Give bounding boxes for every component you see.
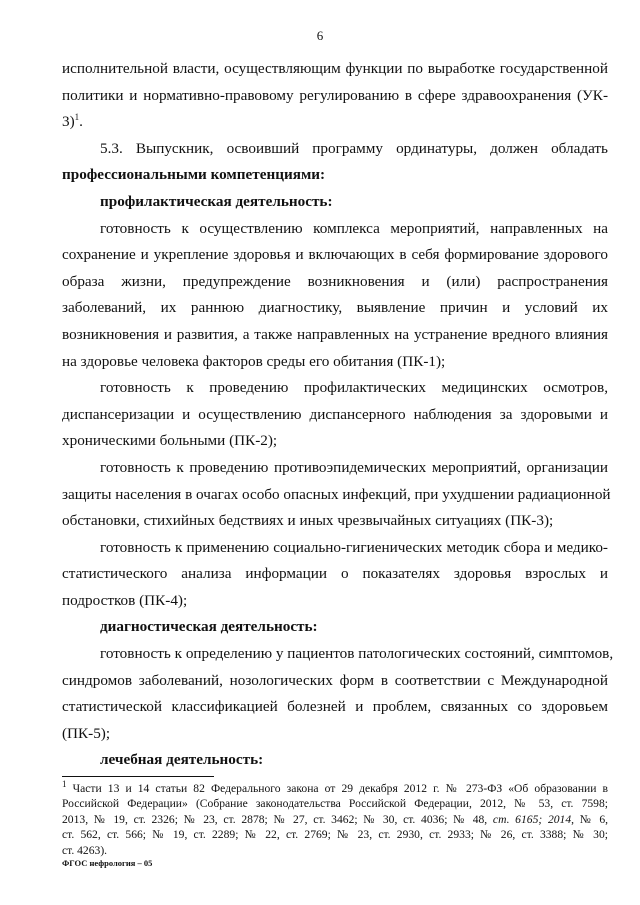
subsection-heading-preventive: профилактическая деятельность: bbox=[100, 192, 333, 210]
text-line: (ПК-5); bbox=[62, 724, 111, 742]
footnote-text: Части 13 и 14 статьи 82 Федерального закона от 29 декабря 2012 г. № 273-ФЗ «Об образовании в bbox=[66, 782, 608, 795]
text-line: готовность к применению социально-гигиенических методик сбора и медико- bbox=[100, 538, 608, 556]
footnote-italic: ст. 6165; 2014 bbox=[492, 812, 572, 826]
page-number: 6 bbox=[316, 28, 324, 43]
clause-5-3: 5.3. Выпускник, освоивший программу ординатуры, должен обладать bbox=[100, 139, 608, 157]
footnote-divider bbox=[62, 776, 214, 777]
text-line: заболеваний, их раннюю диагностику, выявление причин и условий их bbox=[62, 299, 608, 317]
text-line: статистического анализа информации о показателях здоровья взрослых и bbox=[62, 565, 608, 583]
footnote-text: , № 6, bbox=[571, 812, 609, 826]
text-line: защиты населения в очагах особо опасных инфекций, при ухудшении радиационной bbox=[62, 485, 611, 503]
text-fragment: 3) bbox=[62, 113, 75, 131]
text-line: исполнительной власти, осуществляющим функции по выработке государственной bbox=[62, 60, 608, 77]
footnote-line: ст. 562, ст. 566; № 19, ст. 2289; № 22, ст. 2769; № 23, ст. 2930, ст. 2933; № 26, ст. 3388; № 30; bbox=[62, 828, 608, 842]
text-line: готовность к проведению противоэпидемических мероприятий, организации bbox=[100, 458, 608, 476]
text-fragment: . bbox=[79, 113, 83, 131]
text-line: статистической классификацией болезней и проблем, связанных со здоровьем bbox=[62, 698, 608, 716]
subsection-heading-diagnostic: диагностическая деятельность: bbox=[100, 618, 318, 636]
footnote-line bbox=[62, 812, 608, 827]
text-line: хроническими больными (ПК-2); bbox=[62, 432, 278, 450]
document-footer: ФГОС нефрология – 05 bbox=[62, 858, 153, 868]
footnote-line: Российской Федерации» (Собрание законодательства Российской Федерации, 2012, № 53, ст. 7598; bbox=[62, 797, 608, 811]
footnote-line: ст. 4263). bbox=[62, 843, 108, 857]
footnote bbox=[62, 781, 608, 858]
text-line: готовность к проведению профилактических медицинских осмотров, bbox=[100, 379, 608, 397]
footnote-text: 2013, № 19, ст. 2326; № 23, ст. 2878; № 27, ст. 3462; № 30, ст. 4036; № 48, bbox=[62, 812, 493, 826]
text-line: подростков (ПК-4); bbox=[62, 591, 188, 609]
text-line: синдромов заболеваний, нозологических форм в соответствии с Международной bbox=[62, 671, 608, 689]
text-line: диспансеризации и осуществлению диспансерного наблюдения за здоровыми и bbox=[62, 405, 608, 423]
text-line: на здоровье человека факторов среды его обитания (ПК-1); bbox=[62, 352, 446, 370]
text-line: образа жизни, предупреждение возникновения и (или) распространения bbox=[62, 272, 608, 290]
subsection-heading-treatment: лечебная деятельность: bbox=[100, 751, 264, 769]
text-line: готовность к осуществлению комплекса мероприятий, направленных на bbox=[100, 219, 608, 237]
text-line: сохранение и укрепление здоровья и включающих в себя формирование здорового bbox=[62, 246, 608, 264]
section-heading: профессиональными компетенциями: bbox=[62, 166, 326, 184]
document-body bbox=[62, 56, 614, 774]
footnote-marker: 1 bbox=[62, 779, 67, 790]
text-line: возникновения и развития, а также направленных на устранение вредного влияния bbox=[62, 325, 608, 343]
text-line: готовность к определению у пациентов патологических состояний, симптомов, bbox=[100, 645, 614, 663]
footnote-ref: 1 bbox=[74, 112, 80, 123]
footnote-line bbox=[62, 781, 608, 796]
text-line: политики и нормативно-правовому регулированию в сфере здравоохранения (УК- bbox=[62, 86, 608, 104]
text-line bbox=[62, 109, 608, 136]
text-line: обстановки, стихийных бедствиях и иных чрезвычайных ситуациях (ПК-3); bbox=[62, 512, 554, 530]
